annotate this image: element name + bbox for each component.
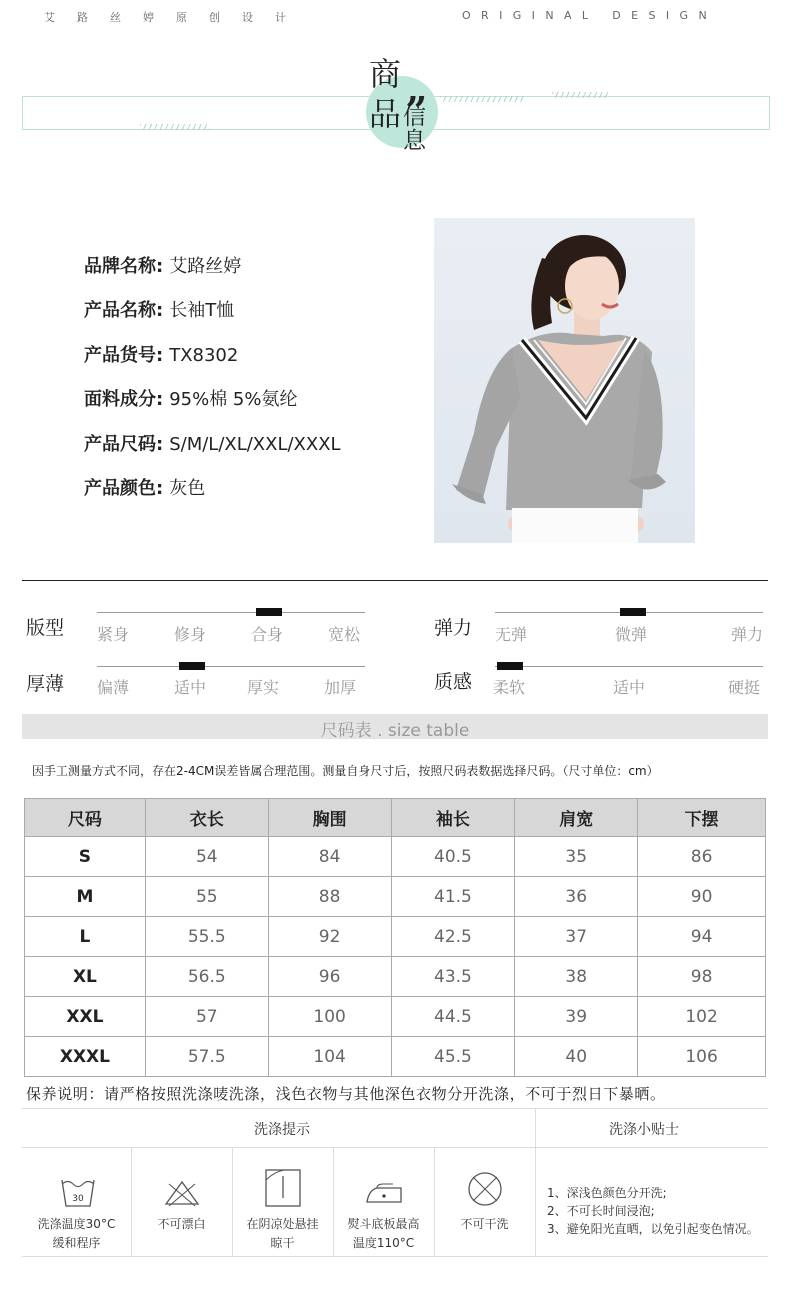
title-char: 信 xyxy=(403,104,426,130)
wash-cell xyxy=(333,1148,434,1256)
model-illustration xyxy=(434,218,695,543)
table-cell: 54 xyxy=(145,837,268,877)
info-value: S/M/L/XL/XXL/XXXL xyxy=(169,434,341,455)
wash-tip: 2、不可长时间浸泡; xyxy=(547,1204,655,1218)
section-divider xyxy=(22,580,768,581)
title-char: 息 xyxy=(403,128,426,154)
size-table-title: 尺码表 . size table xyxy=(320,721,470,741)
wash-tips-heading: 洗涤提示 xyxy=(254,1122,310,1138)
thickness-option: 加厚 xyxy=(324,678,357,697)
product-photo xyxy=(434,218,695,543)
banner-right-text: ORIGINAL DESIGN xyxy=(462,9,718,22)
thickness-scale-line xyxy=(97,666,365,667)
fit-scale-marker xyxy=(256,608,282,616)
hatch-decoration xyxy=(440,96,524,102)
size-cell: S xyxy=(25,837,146,877)
size-cell: M xyxy=(25,877,146,917)
table-cell: 57 xyxy=(145,997,268,1037)
wash-label: 晾干 xyxy=(270,1236,295,1250)
wash-label: 熨斗底板最高 xyxy=(347,1217,420,1231)
info-name xyxy=(84,296,234,322)
texture-scale-line xyxy=(495,666,763,667)
table-row xyxy=(25,837,766,877)
stretch-scale-marker xyxy=(620,608,646,616)
info-label: 面料成分: xyxy=(84,389,164,410)
table-cell: 40 xyxy=(515,1037,638,1077)
table-cell: 88 xyxy=(268,877,391,917)
info-value: 灰色 xyxy=(169,478,206,499)
table-cell: 92 xyxy=(268,917,391,957)
texture-option: 适中 xyxy=(613,678,646,697)
hang-dry-icon xyxy=(264,1168,302,1208)
measurement-note: 因手工测量方式不同，存在2-4CM误差皆属合理范围。测量自身尺寸后，按照尺码表数据选择尺码。（尺寸单位：cm） xyxy=(32,764,659,778)
wash-bottom-border xyxy=(22,1256,768,1257)
table-cell: 56.5 xyxy=(145,957,268,997)
fit-option: 紧身 xyxy=(97,625,130,644)
column-header: 袖长 xyxy=(391,799,515,837)
info-value: 长袖T恤 xyxy=(169,300,235,321)
wash-temp-badge: 30 xyxy=(72,1194,84,1204)
texture-option: 硬挺 xyxy=(728,678,761,697)
attr-thickness-label: 厚薄 xyxy=(26,673,65,695)
table-cell: 55.5 xyxy=(145,917,268,957)
no-dry-clean-icon xyxy=(466,1170,504,1208)
info-value: 艾路丝婷 xyxy=(169,256,242,277)
table-row xyxy=(25,1037,766,1077)
title-char: 品 xyxy=(369,95,402,133)
info-fabric xyxy=(84,385,298,411)
texture-option: 柔软 xyxy=(493,678,526,697)
size-cell: XXL xyxy=(25,997,146,1037)
fit-option: 合身 xyxy=(251,625,284,644)
column-header: 尺码 xyxy=(25,799,146,837)
iron-icon xyxy=(363,1182,405,1206)
wash-label: 不可漂白 xyxy=(157,1217,206,1231)
table-header-row xyxy=(25,799,766,837)
wash-cell xyxy=(232,1148,333,1256)
info-value: TX8302 xyxy=(169,345,239,366)
stretch-option: 无弹 xyxy=(495,625,528,644)
hatch-decoration xyxy=(140,124,210,130)
no-bleach-icon xyxy=(163,1178,201,1208)
wash-cell xyxy=(22,1148,131,1256)
hatch-decoration xyxy=(552,92,608,98)
title-char: 商 xyxy=(369,55,402,93)
info-label: 产品名称: xyxy=(84,300,164,321)
size-table xyxy=(24,798,766,1077)
wash-tip: 3、避免阳光直晒，以免引起变色情况。 xyxy=(547,1222,759,1236)
care-instructions: 保养说明：请严格按照洗涤唛洗涤，浅色衣物与其他深色衣物分开洗涤，不可于烈日下暴晒。 xyxy=(26,1085,666,1103)
table-cell: 104 xyxy=(268,1037,391,1077)
wash-guide-heading: 洗涤小贴士 xyxy=(609,1122,679,1138)
wash-label: 洗涤温度30°C xyxy=(37,1217,116,1231)
table-row xyxy=(25,877,766,917)
wash-top-border xyxy=(22,1108,768,1109)
column-header: 下摆 xyxy=(638,799,766,837)
table-row xyxy=(25,997,766,1037)
info-label: 产品尺码: xyxy=(84,434,164,455)
thickness-scale-marker xyxy=(179,662,205,670)
fit-option: 修身 xyxy=(174,625,207,644)
wash-label: 温度110°C xyxy=(352,1236,415,1250)
attr-stretch-label: 弹力 xyxy=(434,617,473,639)
stretch-option: 微弹 xyxy=(615,625,648,644)
table-cell: 55 xyxy=(145,877,268,917)
table-cell: 106 xyxy=(638,1037,766,1077)
info-brand xyxy=(84,252,241,278)
column-header: 肩宽 xyxy=(515,799,638,837)
table-cell: 44.5 xyxy=(391,997,515,1037)
table-cell: 102 xyxy=(638,997,766,1037)
table-row xyxy=(25,957,766,997)
fit-option: 宽松 xyxy=(328,625,361,644)
banner-left-text: 艾路丝婷原创设计 xyxy=(44,11,308,24)
info-label: 产品货号: xyxy=(84,345,164,366)
table-row xyxy=(25,917,766,957)
size-table-title-bar xyxy=(22,714,768,739)
table-cell: 37 xyxy=(515,917,638,957)
table-cell: 40.5 xyxy=(391,837,515,877)
attr-texture-label: 质感 xyxy=(434,671,473,693)
table-cell: 41.5 xyxy=(391,877,515,917)
wash-30-icon xyxy=(60,1176,96,1210)
column-header: 衣长 xyxy=(145,799,268,837)
column-header: 胸围 xyxy=(268,799,391,837)
table-cell: 38 xyxy=(515,957,638,997)
wash-label: 不可干洗 xyxy=(460,1217,509,1231)
wash-cell xyxy=(434,1148,535,1256)
table-cell: 100 xyxy=(268,997,391,1037)
table-cell: 35 xyxy=(515,837,638,877)
thickness-option: 偏薄 xyxy=(97,678,130,697)
info-sku xyxy=(84,341,238,367)
wash-tip: 1、深浅色颜色分开洗; xyxy=(547,1186,667,1200)
wash-cell xyxy=(131,1148,232,1256)
info-label: 品牌名称: xyxy=(84,256,164,277)
table-cell: 39 xyxy=(515,997,638,1037)
table-cell: 43.5 xyxy=(391,957,515,997)
texture-scale-marker xyxy=(497,662,523,670)
info-color xyxy=(84,474,205,500)
quote-mark-icon: „ xyxy=(406,66,428,111)
size-cell: XL xyxy=(25,957,146,997)
wash-label: 缓和程序 xyxy=(52,1236,101,1250)
size-cell: XXXL xyxy=(25,1037,146,1077)
table-cell: 57.5 xyxy=(145,1037,268,1077)
table-cell: 84 xyxy=(268,837,391,877)
wash-divider xyxy=(535,1108,536,1256)
table-cell: 42.5 xyxy=(391,917,515,957)
thickness-option: 适中 xyxy=(174,678,207,697)
stretch-option: 弹力 xyxy=(731,625,764,644)
wash-label: 在阴凉处悬挂 xyxy=(246,1217,319,1231)
table-cell: 96 xyxy=(268,957,391,997)
info-value: 95%棉 5%氨纶 xyxy=(169,389,298,410)
table-cell: 98 xyxy=(638,957,766,997)
table-cell: 45.5 xyxy=(391,1037,515,1077)
size-cell: L xyxy=(25,917,146,957)
table-cell: 36 xyxy=(515,877,638,917)
info-label: 产品颜色: xyxy=(84,478,164,499)
info-sizes xyxy=(84,430,341,456)
table-cell: 90 xyxy=(638,877,766,917)
table-cell: 86 xyxy=(638,837,766,877)
thickness-option: 厚实 xyxy=(247,678,280,697)
table-cell: 94 xyxy=(638,917,766,957)
attr-fit-label: 版型 xyxy=(26,617,65,639)
fit-scale-line xyxy=(97,612,365,613)
